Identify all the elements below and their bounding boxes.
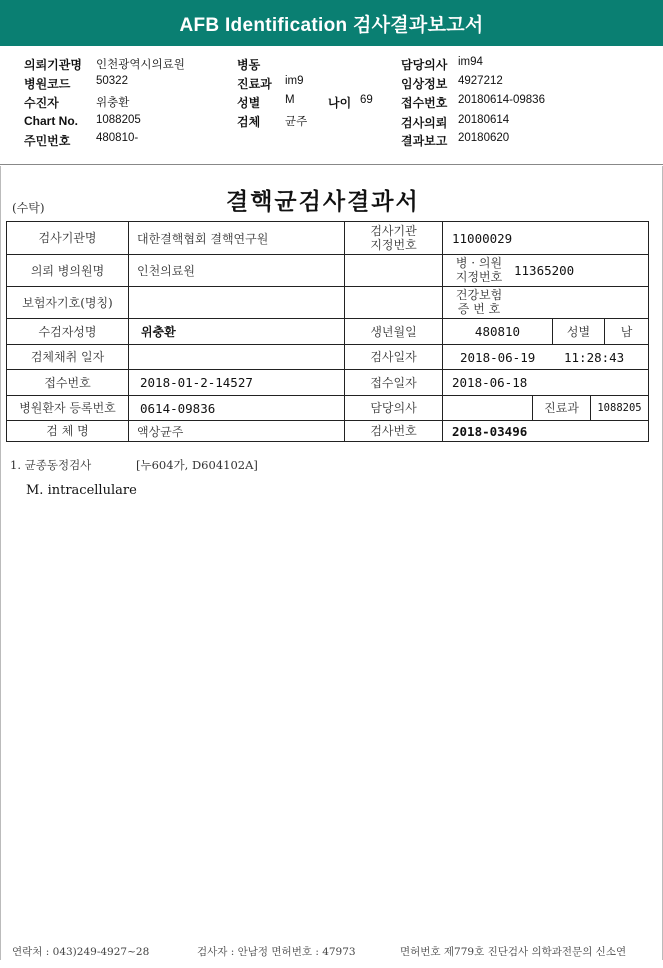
result-line bbox=[10, 457, 258, 473]
dept-label-cell: 진료과 bbox=[544, 401, 579, 415]
footer-contact: 연락처 : 043)249-4927~28 bbox=[12, 946, 150, 958]
lab-designation-label-line2: 지정번호 bbox=[370, 238, 417, 252]
document-left-border bbox=[0, 166, 1, 960]
test-time-value: 11:28:43 bbox=[564, 349, 625, 365]
result-info-table bbox=[6, 221, 649, 442]
patient-info-section bbox=[0, 52, 663, 162]
birth-label: 생년월일 bbox=[370, 324, 417, 339]
doctor-label: 담당의사 bbox=[401, 58, 448, 72]
receipt-date-label: 접수일자 bbox=[370, 375, 417, 390]
chart-no-label: Chart No. bbox=[24, 114, 78, 128]
hospital-patient-no-value: 0614-09836 bbox=[140, 400, 216, 416]
test-request-value: 20180614 bbox=[458, 114, 510, 126]
resident-no-value: 480810- bbox=[96, 132, 139, 144]
report-title: AFB Identification 검사결과보고서 bbox=[179, 14, 484, 36]
clinic-designation-value: 11365200 bbox=[514, 263, 575, 278]
receipt-no-value: 20180614-09836 bbox=[458, 94, 545, 106]
lab-name-value: 대한결핵협회 결핵연구원 bbox=[137, 231, 269, 246]
document-title: 결핵균검사결과서 bbox=[226, 188, 420, 215]
age-label: 나이 bbox=[328, 96, 352, 110]
age-value: 69 bbox=[360, 94, 373, 106]
insurance-card-label-line2: 증 번 호 bbox=[457, 302, 501, 316]
doctor-value: im94 bbox=[458, 56, 483, 68]
sex-value: M bbox=[285, 94, 295, 106]
test-date-value: 2018-06-19 bbox=[460, 349, 536, 365]
resident-no-label: 주민번호 bbox=[24, 134, 71, 148]
clinical-info-value: 4927212 bbox=[458, 75, 503, 87]
footer-license: 면허번호 제779호 진단검사 의학과전문의 신소연 bbox=[400, 946, 627, 958]
lab-designation-label-line1: 검사기관 bbox=[370, 224, 417, 238]
specimen-name-value: 액상균주 bbox=[137, 424, 184, 439]
result-code: [누604가, D604102A] bbox=[136, 458, 258, 472]
lab-designation-value: 11000029 bbox=[452, 230, 513, 246]
lab-name-label: 검사기관명 bbox=[38, 231, 97, 245]
requesting-institution-label: 의뢰기관명 bbox=[24, 58, 82, 72]
dept-value-cell: 1088205 bbox=[597, 402, 642, 414]
receipt-no-value-cell: 2018-01-2-14527 bbox=[140, 375, 253, 390]
birth-value: 480810 bbox=[474, 323, 521, 339]
insured-label: 보험자기호(명칭) bbox=[22, 295, 113, 310]
specimen-label: 검체 bbox=[237, 115, 261, 129]
clinic-designation-label-line2: 지정번호 bbox=[455, 270, 503, 284]
result-report-label: 결과보고 bbox=[401, 134, 448, 148]
specimen-name-label: 검 체 명 bbox=[46, 424, 89, 438]
receipt-date-value: 2018-06-18 bbox=[452, 375, 528, 390]
requesting-institution-value: 인천광역시의료원 bbox=[96, 59, 185, 71]
test-request-label: 검사의뢰 bbox=[401, 116, 448, 130]
insurance-card-label-line1: 건강보험 bbox=[455, 288, 503, 302]
department-value: im9 bbox=[285, 75, 304, 87]
result-report-value: 20180620 bbox=[458, 132, 510, 144]
patient-value: 위충환 bbox=[96, 97, 130, 109]
test-date-label: 검사일자 bbox=[370, 350, 417, 364]
test-no-value: 2018-03496 bbox=[452, 423, 528, 439]
examinee-label: 수검자성명 bbox=[38, 324, 97, 339]
identified-organism: M. intracellulare bbox=[26, 483, 137, 498]
department-label: 진료과 bbox=[237, 77, 272, 91]
hospital-code-value: 50322 bbox=[96, 75, 128, 87]
sex-value-cell: 남 bbox=[620, 324, 633, 339]
receipt-no-label-cell: 접수번호 bbox=[44, 375, 91, 390]
receipt-no-label: 접수번호 bbox=[401, 96, 448, 110]
specimen-collection-label: 검체채취 일자 bbox=[30, 350, 105, 364]
hospital-code-label: 병원코드 bbox=[24, 77, 71, 91]
consignment-tag: (수탁) bbox=[12, 201, 45, 215]
hospital-patient-no-label: 병원환자 등록번호 bbox=[19, 401, 116, 415]
ward-label: 병동 bbox=[237, 58, 261, 72]
referring-clinic-label: 의뢰 병의원명 bbox=[30, 263, 105, 278]
patient-label: 수진자 bbox=[24, 96, 59, 110]
referring-clinic-value: 인천의료원 bbox=[137, 264, 195, 278]
clinic-designation-label-line1: 병 · 의원 bbox=[455, 256, 503, 270]
specimen-value: 균주 bbox=[285, 116, 308, 128]
examinee-value: 위충환 bbox=[141, 325, 176, 339]
chart-no-value: 1088205 bbox=[96, 114, 141, 126]
sex-label: 성별 bbox=[237, 96, 261, 110]
section-divider bbox=[0, 164, 663, 165]
footer-examiner: 검사자 : 안남정 면허번호 : 47973 bbox=[197, 946, 356, 958]
sex-label-cell: 성별 bbox=[566, 324, 591, 339]
result-item: 1. 균종동정검사 bbox=[10, 458, 92, 472]
clinical-info-label: 임상정보 bbox=[401, 77, 448, 91]
report-title-banner bbox=[0, 0, 663, 46]
test-no-label: 검사번호 bbox=[370, 424, 417, 438]
doctor-label-cell: 담당의사 bbox=[370, 401, 417, 415]
